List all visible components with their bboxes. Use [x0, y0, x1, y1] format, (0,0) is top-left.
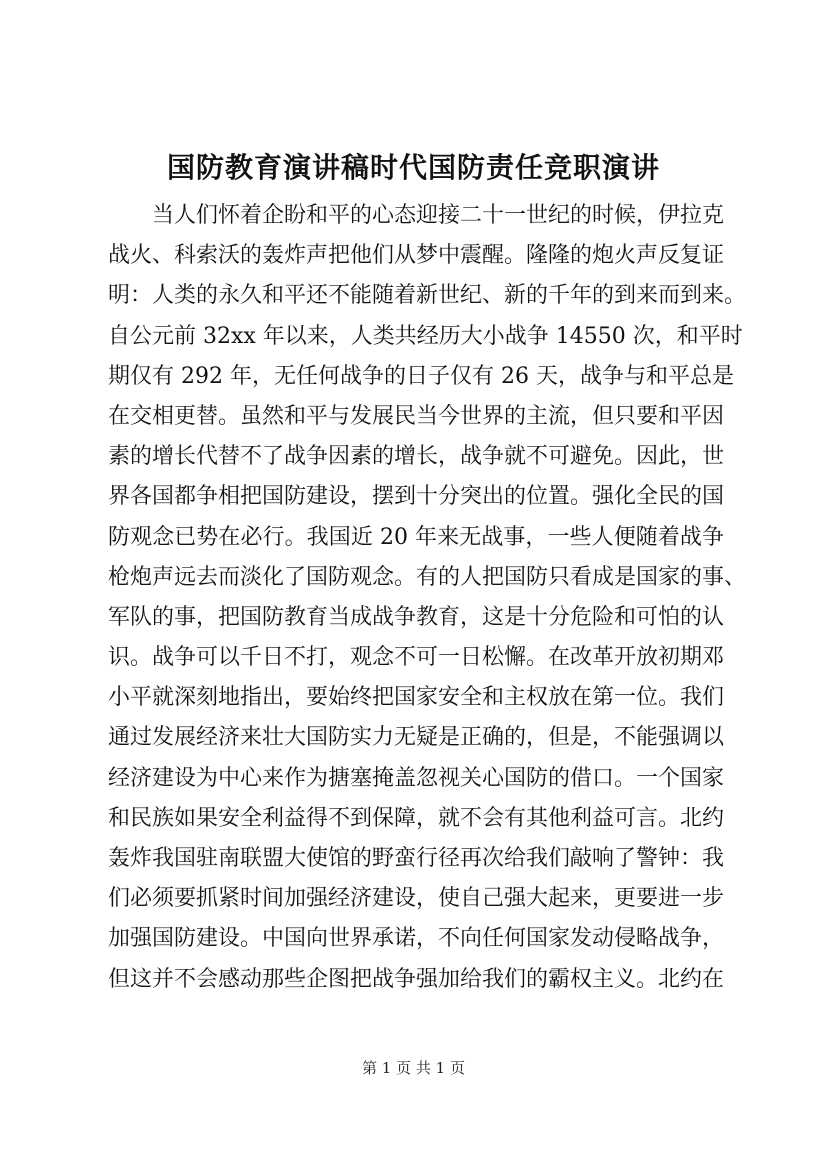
body-line: 防观念已势在必行。我国近 20 年来无战事，一些人便随着战争 [108, 524, 724, 550]
body-line: 加强国防建设。中国向世界承诺，不向任何国家发动侵略战争， [108, 926, 725, 952]
body-line: 经济建设为中心来作为搪塞掩盖忽视关心国防的借口。一个国家 [108, 765, 725, 791]
body-line: 期仅有 292 年，无任何战争的日子仅有 26 天，战争与和平总是 [108, 363, 734, 389]
page-title: 国防教育演讲稿时代国防责任竞职演讲 [166, 151, 660, 184]
body-line: 当人们怀着企盼和平的心态迎接二十一世纪的时候，伊拉克 [152, 203, 725, 228]
body-text [108, 196, 747, 1000]
body-line: 通过发展经济来壮大国防实力无疑是正确的，但是，不能强调以 [108, 725, 725, 751]
body-line: 枪炮声远去而淡化了国防观念。有的人把国防只看成是国家的事、 [108, 564, 747, 590]
page-footer: 第 1 页 共 1 页 [362, 1059, 465, 1077]
body-line: 小平就深刻地指出，要始终把国家安全和主权放在第一位。我们 [108, 685, 725, 711]
body-line: 军队的事，把国防教育当成战争教育，这是十分危险和可怕的认 [108, 604, 725, 630]
body-line: 界各国都争相把国防建设，摆到十分突出的位置。强化全民的国 [108, 484, 725, 510]
body-line: 和民族如果安全利益得不到保障，就不会有其他利益可言。北约 [108, 805, 725, 831]
body-line: 素的增长代替不了战争因素的增长，战争就不可避免。因此，世 [108, 444, 725, 470]
body-line: 轰炸我国驻南联盟大使馆的野蛮行径再次给我们敲响了警钟：我 [108, 846, 725, 871]
body-line: 自公元前 32xx 年以来，人类共经历大小战争 14550 次，和平时 [108, 323, 743, 349]
body-line: 但这并不会感动那些企图把战争强加给我们的霸权主义。北约在 [108, 966, 725, 992]
body-line: 识。战争可以千日不打，观念不可一日松懈。在改革开放初期邓 [108, 645, 725, 671]
body-line: 明：人类的永久和平还不能随着新世纪、新的千年的到来而到来。 [108, 283, 747, 309]
body-line: 们必须要抓紧时间加强经济建设，使自己强大起来，更要进一步 [108, 886, 725, 912]
body-line: 在交相更替。虽然和平与发展民当今世界的主流，但只要和平因 [108, 403, 725, 429]
body-line: 战火、科索沃的轰炸声把他们从梦中震醒。隆隆的炮火声反复证 [108, 243, 725, 269]
